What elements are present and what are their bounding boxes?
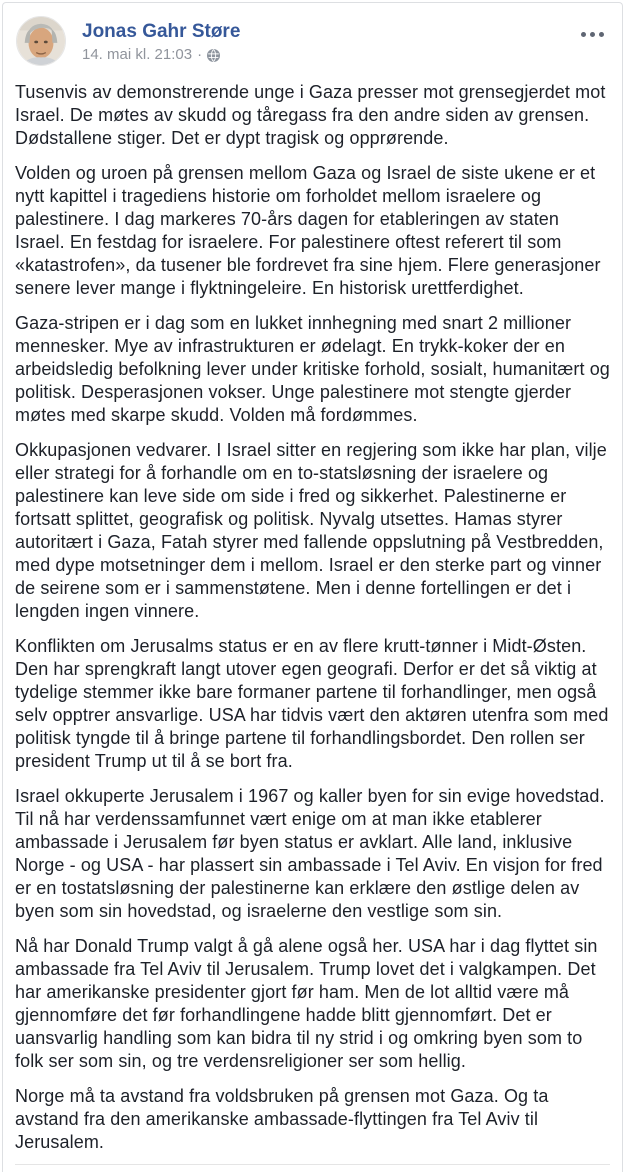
post-options-button[interactable]	[575, 16, 610, 53]
post-body	[3, 74, 622, 1154]
ellipsis-icon	[581, 32, 586, 37]
avatar[interactable]	[16, 16, 66, 66]
post-paragraph: Tusenvis av demonstrerende unge i Gaza presser mot grensegjerdet mot Israel. De møtes av skudd og tåregass fra den andre siden av grensen. Dødstallene stiger. Det er dypt tragisk og opprørende.	[15, 82, 606, 148]
globe-icon	[207, 49, 220, 62]
post-paragraph: Volden og uroen på grensen mellom Gaza og Israel de siste ukene er et nytt kapittel i tragediens historie om forholdet mellom israelere og palestinere. I dag markeres 70-års dagen for etableringen av staten Israel. En festdag for israelere. For palestinere oftest referert til som «katastrofen», da tusener ble fordrevet fra sine hjem. Flere generasjoner senere lever mange i flyktningeleire. En historisk urettferdighet.	[15, 163, 601, 298]
post-timestamp[interactable]: 14. mai kl. 21:03	[82, 46, 193, 63]
post-header-text	[82, 16, 575, 64]
post-paragraph: Konflikten om Jerusalms status er en av flere krutt-tønner i Midt-Østen. Den har sprengkraft langt utover egen geografi. Derfor er det så viktig at tydelige stemmer ikke bare formaner partene til forhandlinger, men også selv opptrer ansvarlige. USA har tidvis vært den aktøren utenfra som med politisk tyngde til å bringe partene til forhandlingsbordet. Den rollen ser president Trump ut til å se bort fra.	[15, 636, 609, 771]
ellipsis-icon	[590, 32, 595, 37]
post-paragraph: Nå har Donald Trump valgt å gå alene også her. USA har i dag flyttet sin ambassade fra Tel Aviv til Jerusalem. Trump lovet det i valgkampen. Det har amerikanske presidenter gjort før ham. Men de lot alltid være må gjennomføre det før forhandlingene hadde blitt gjennomført. Det er uansvarlig handling som kan bidra til ny strid i og omkring byen som to folk ser som sin, og tre verdensreligioner ser som hellig.	[15, 936, 598, 1071]
author-name-link[interactable]: Jonas Gahr Støre	[82, 21, 241, 42]
post-paragraph: Gaza-stripen er i dag som en lukket innhegning med snart 2 millioner mennesker. Mye av infrastrukturen er ødelagt. En trykk-koker der en arbeidsledig befolkning lever under kritiske forhold, sosialt, humanitært og politisk. Desperasjonen vokser. Unge palestinere mot stengte gjerder møtes med skarpe skudd. Volden må fordømmes.	[15, 313, 610, 425]
profile-photo-icon	[17, 17, 65, 65]
post-paragraph: Okkupasjonen vedvarer. I Israel sitter en regjering som ikke har plan, vilje eller strategi for å forhandle om en to-statsløsning der israelere og palestinere kan leve side om side i fred og sikkerhet. Palestinerne er fortsatt splittet, geografisk og politisk. Nyvalg utsettes. Hamas styrer autoritært i Gaza, Fatah styrer med fallende oppslutning på Vestbredden, med dype motsetninger dem i mellom. Israel er den sterke part og vinner de seirene som er i sammenstøtene. Men i denne fortellingen er det i lengden ingen vinnere.	[15, 440, 607, 621]
post-paragraph: Norge må ta avstand fra voldsbruken på grensen mot Gaza. Og ta avstand fra den amerikanske ambassade-flyttingen fra Tel Aviv til Jerusalem.	[15, 1086, 549, 1152]
ellipsis-icon	[599, 32, 604, 37]
footer-spacer	[3, 1165, 622, 1172]
meta-separator: ·	[197, 46, 203, 63]
post-paragraph: Israel okkuperte Jerusalem i 1967 og kaller byen for sin evige hovedstad. Til nå har verdenssamfunnet vært enige om at man ikke etablerer ambassade i Jerusalem før byen status er avklart. Alle land, inklusive Norge - og USA - har plassert sin ambassade i Tel Aviv. En visjon for fred er en tostatsløsning der palestinerne kan erklære den østlige delen av byen som sin hovedstad, og israelerne den vestlige som sin.	[15, 786, 605, 921]
facebook-post-card	[2, 2, 623, 1172]
post-meta	[82, 46, 575, 64]
post-header	[3, 3, 622, 74]
